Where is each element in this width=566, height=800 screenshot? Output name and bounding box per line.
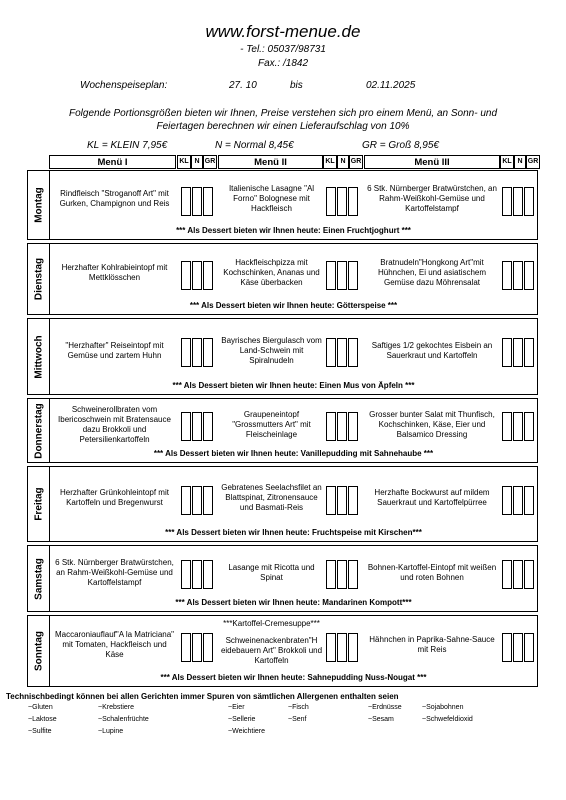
gr-checkbox[interactable]	[524, 187, 534, 216]
kl-checkbox[interactable]	[326, 486, 336, 515]
n-checkbox[interactable]	[337, 187, 347, 216]
gr-checkbox[interactable]	[348, 560, 358, 589]
date-separator: bis	[290, 80, 303, 91]
gr-checkbox[interactable]	[348, 338, 358, 367]
kl-checkbox[interactable]	[326, 560, 336, 589]
allergen-item: ~Sesam	[368, 716, 394, 723]
day-name-label: Mittwoch	[33, 334, 44, 379]
day-name-label: Dienstag	[33, 257, 44, 301]
day-name	[28, 616, 50, 686]
menu2-dish: Schweinenackenbraten"H eidebauern Art" Brokkoli und Kartoffeln	[220, 636, 323, 665]
gr-checkbox[interactable]	[203, 486, 213, 515]
allergen-item: ~Lupine	[98, 728, 124, 735]
day-name	[28, 546, 50, 611]
menu1-dish: "Herzhafter" Reiseintopf mit Gemüse und zartem Huhn	[65, 340, 164, 360]
n-checkbox[interactable]	[192, 261, 202, 290]
gr-checkbox[interactable]	[348, 486, 358, 515]
kl-checkbox[interactable]	[502, 633, 512, 662]
dessert-line: *** Als Dessert bieten wir Ihnen heute: Einen Mus von Äpfeln ***	[172, 381, 415, 390]
price-small: KL = KLEIN 7,95€	[87, 140, 168, 151]
header-menu-2: Menü II	[218, 155, 323, 169]
gr-checkbox[interactable]	[524, 633, 534, 662]
gr-checkbox[interactable]	[524, 412, 534, 441]
allergen-note: Technischbedingt können bei allen Gerichten immer Spuren von sämtlichen Allergenen enthalten seien	[6, 692, 399, 701]
n-checkbox[interactable]	[192, 560, 202, 589]
kl-checkbox[interactable]	[502, 261, 512, 290]
date-from: 27. 10	[229, 80, 257, 91]
allergen-item: ~Gluten	[28, 704, 53, 711]
day-name-label: Freitag	[33, 487, 44, 521]
menu2_top-dish: ***Kartoffel-Cremesuppe***	[223, 619, 320, 628]
menu3-dish: Saftiges 1/2 gekochtes Eisbein an Sauerkraut und Kartoffeln	[371, 340, 493, 360]
kl-checkbox[interactable]	[326, 338, 336, 367]
gr-checkbox[interactable]	[524, 486, 534, 515]
day-row	[27, 615, 538, 687]
n-checkbox[interactable]	[513, 187, 523, 216]
gr-checkbox[interactable]	[524, 338, 534, 367]
gr-checkbox[interactable]	[348, 187, 358, 216]
n-checkbox[interactable]	[192, 486, 202, 515]
day-row	[27, 243, 538, 315]
kl-checkbox[interactable]	[181, 187, 191, 216]
day-name	[28, 399, 50, 462]
kl-checkbox[interactable]	[502, 486, 512, 515]
header-gr-1: GR	[203, 155, 217, 169]
menu3-dish: 6 Stk. Nürnberger Bratwürstchen, an Rahm-Weißkohl-Gemüse und Kartoffelstampf	[367, 184, 497, 213]
day-row	[27, 398, 538, 463]
telephone: - Tel.: 05037/98731	[240, 44, 326, 55]
dessert-line: *** Als Dessert bieten wir Ihnen heute: Einen Fruchtjoghurt ***	[176, 226, 411, 235]
menu3-dish: Bratnudeln"Hongkong Art"mit Hühnchen, Ei und asiatischem Gemüse dazu Möhrensalat	[377, 258, 487, 287]
gr-checkbox[interactable]	[203, 560, 213, 589]
allergen-item: ~Eier	[228, 704, 245, 711]
menu1-dish: Rindfleisch "Stroganoff Art" mit Gurken, Champignon und Reis	[59, 189, 170, 208]
n-checkbox[interactable]	[337, 486, 347, 515]
menu2-dish: Bayrisches Biergulasch vom Land-Schwein mit Spiralnudeln	[221, 335, 322, 365]
dessert-line: *** Als Dessert bieten wir Ihnen heute: Sahnepudding Nuss-Nougat ***	[160, 673, 427, 682]
gr-checkbox[interactable]	[524, 560, 534, 589]
n-checkbox[interactable]	[192, 633, 202, 662]
allergen-item: ~Senf	[288, 716, 307, 723]
allergen-item: ~Fisch	[288, 704, 309, 711]
website-title: www.forst-menue.de	[205, 22, 361, 41]
dessert-line: *** Als Dessert bieten wir Ihnen heute: Vanillepudding mit Sahnehaube ***	[153, 449, 434, 458]
kl-checkbox[interactable]	[326, 261, 336, 290]
day-name	[28, 244, 50, 314]
day-name-label: Sonntag	[33, 631, 44, 671]
n-checkbox[interactable]	[513, 412, 523, 441]
gr-checkbox[interactable]	[203, 412, 213, 441]
menu2-dish: Italienische Lasagne "Al Forno" Bolognese mit Hackfleisch	[228, 184, 315, 213]
allergen-item: ~Sellerie	[228, 716, 256, 723]
dessert-line: *** Als Dessert bieten wir Ihnen heute: Götterspeise ***	[189, 301, 398, 310]
menu2-dish: Hackfleischpizza mit Kochschinken, Ananas und Käse überbacken	[223, 258, 320, 287]
gr-checkbox[interactable]	[203, 338, 213, 367]
kl-checkbox[interactable]	[181, 261, 191, 290]
day-name-label: Montag	[33, 187, 44, 223]
kl-checkbox[interactable]	[181, 560, 191, 589]
gr-checkbox[interactable]	[348, 633, 358, 662]
n-checkbox[interactable]	[192, 412, 202, 441]
gr-checkbox[interactable]	[203, 187, 213, 216]
header-kl-3: KL	[500, 155, 514, 169]
allergen-item: ~Sojabohnen	[422, 704, 464, 711]
menu3-dish: Hähnchen in Paprika-Sahne-Sauce mit Reis	[369, 635, 495, 654]
kl-checkbox[interactable]	[502, 560, 512, 589]
allergen-item: ~Schalenfrüchte	[98, 716, 149, 723]
n-checkbox[interactable]	[337, 412, 347, 441]
header-kl-2: KL	[323, 155, 337, 169]
intro-line-1: Folgende Portionsgrößen bieten wir Ihnen, Preise verstehen sich pro einem Menü, an Sonn- und	[68, 108, 498, 119]
kl-checkbox[interactable]	[181, 486, 191, 515]
n-checkbox[interactable]	[192, 187, 202, 216]
header-n-1: N	[191, 155, 203, 169]
gr-checkbox[interactable]	[203, 633, 213, 662]
n-checkbox[interactable]	[337, 633, 347, 662]
n-checkbox[interactable]	[513, 486, 523, 515]
menu2-dish: Lasange mit Ricotta und Spinat	[228, 562, 315, 582]
menu1-dish: 6 Stk. Nürnberger Bratwürstchen, an Rahm-Weißkohl-Gemüse und Kartoffelstampf	[55, 557, 174, 587]
day-row	[27, 466, 538, 542]
menu2-dish: Graupeneintopf "Grossmutters Art" mit Fleischeinlage	[232, 409, 311, 439]
allergen-item: ~Laktose	[28, 716, 57, 723]
gr-checkbox[interactable]	[524, 261, 534, 290]
header-gr-2: GR	[349, 155, 363, 169]
kl-checkbox[interactable]	[181, 633, 191, 662]
allergen-item: ~Sulfite	[28, 728, 52, 735]
n-checkbox[interactable]	[337, 338, 347, 367]
kl-checkbox[interactable]	[326, 633, 336, 662]
header-gr-3: GR	[526, 155, 540, 169]
day-row	[27, 545, 538, 612]
menu3-dish: Herzhafte Bockwurst auf mildem Sauerkraut und Kartoffelpürree	[374, 488, 490, 507]
allergen-item: ~Erdnüsse	[368, 704, 402, 711]
kl-checkbox[interactable]	[326, 187, 336, 216]
price-large: GR = Groß 8,95€	[362, 140, 439, 151]
kl-checkbox[interactable]	[326, 412, 336, 441]
date-to: 02.11.2025	[366, 80, 416, 91]
n-checkbox[interactable]	[513, 560, 523, 589]
day-name	[28, 467, 50, 541]
kl-checkbox[interactable]	[502, 338, 512, 367]
n-checkbox[interactable]	[513, 633, 523, 662]
intro-line-2: Feiertagen berechnen wir einen Lieferaufschlag von 10%	[156, 121, 410, 132]
gr-checkbox[interactable]	[348, 261, 358, 290]
menu2-dish: Gebratenes Seelachsfilet an Blattspinat, Zitronensauce und Basmati-Reis	[221, 483, 322, 512]
price-normal: N = Normal 8,45€	[215, 140, 294, 151]
fax: Fax.: /1842	[257, 58, 309, 69]
menu1-dish: Schweinerollbraten vom Ibericoschwein mit Bratensauce dazu Brokkoli und Petersilienkartoffeln	[58, 404, 171, 444]
day-row	[27, 170, 538, 240]
day-name	[28, 319, 50, 394]
header-n-3: N	[514, 155, 526, 169]
header-menu-1: Menü I	[49, 155, 176, 169]
plan-label: Wochenspeiseplan:	[80, 80, 168, 91]
day-row	[27, 318, 538, 395]
n-checkbox[interactable]	[337, 261, 347, 290]
menu1-dish: Maccaroniauflauf"A la Matriciana" mit Tomaten, Hackfleisch und Käse	[54, 630, 175, 659]
n-checkbox[interactable]	[192, 338, 202, 367]
day-name-label: Donnerstag	[33, 402, 44, 459]
n-checkbox[interactable]	[513, 338, 523, 367]
header-kl-1: KL	[177, 155, 191, 169]
kl-checkbox[interactable]	[181, 412, 191, 441]
menu1-dish: Herzhafter Grünkohleintopf mit Kartoffeln und Bregenwurst	[60, 488, 169, 507]
menu1-dish: Herzhafter Kohlrabieintopf mit Mettklösschen	[61, 263, 168, 282]
gr-checkbox[interactable]	[203, 261, 213, 290]
n-checkbox[interactable]	[337, 560, 347, 589]
dessert-line: *** Als Dessert bieten wir Ihnen heute: Fruchtspeise mit Kirschen***	[165, 528, 422, 537]
menu3-dish: Bohnen-Kartoffel-Eintopf mit weißen und roten Bohnen	[367, 562, 497, 582]
kl-checkbox[interactable]	[181, 338, 191, 367]
kl-checkbox[interactable]	[502, 412, 512, 441]
allergen-item: ~Krebstiere	[98, 704, 134, 711]
day-name	[28, 171, 50, 239]
allergen-item: ~Schwefeldioxid	[422, 716, 473, 723]
menu3-dish: Grosser bunter Salat mit Thunfisch, Kochschinken, Käse, Eier und Balsamico Dressing	[369, 409, 495, 439]
kl-checkbox[interactable]	[502, 187, 512, 216]
allergen-item: ~Weichtiere	[228, 728, 266, 735]
gr-checkbox[interactable]	[348, 412, 358, 441]
day-name-label: Samstag	[33, 557, 44, 600]
dessert-line: *** Als Dessert bieten wir Ihnen heute: Mandarinen Kompott***	[175, 598, 412, 607]
intro-text	[30, 107, 536, 133]
n-checkbox[interactable]	[513, 261, 523, 290]
header-menu-3: Menü III	[364, 155, 500, 169]
header-n-2: N	[337, 155, 349, 169]
